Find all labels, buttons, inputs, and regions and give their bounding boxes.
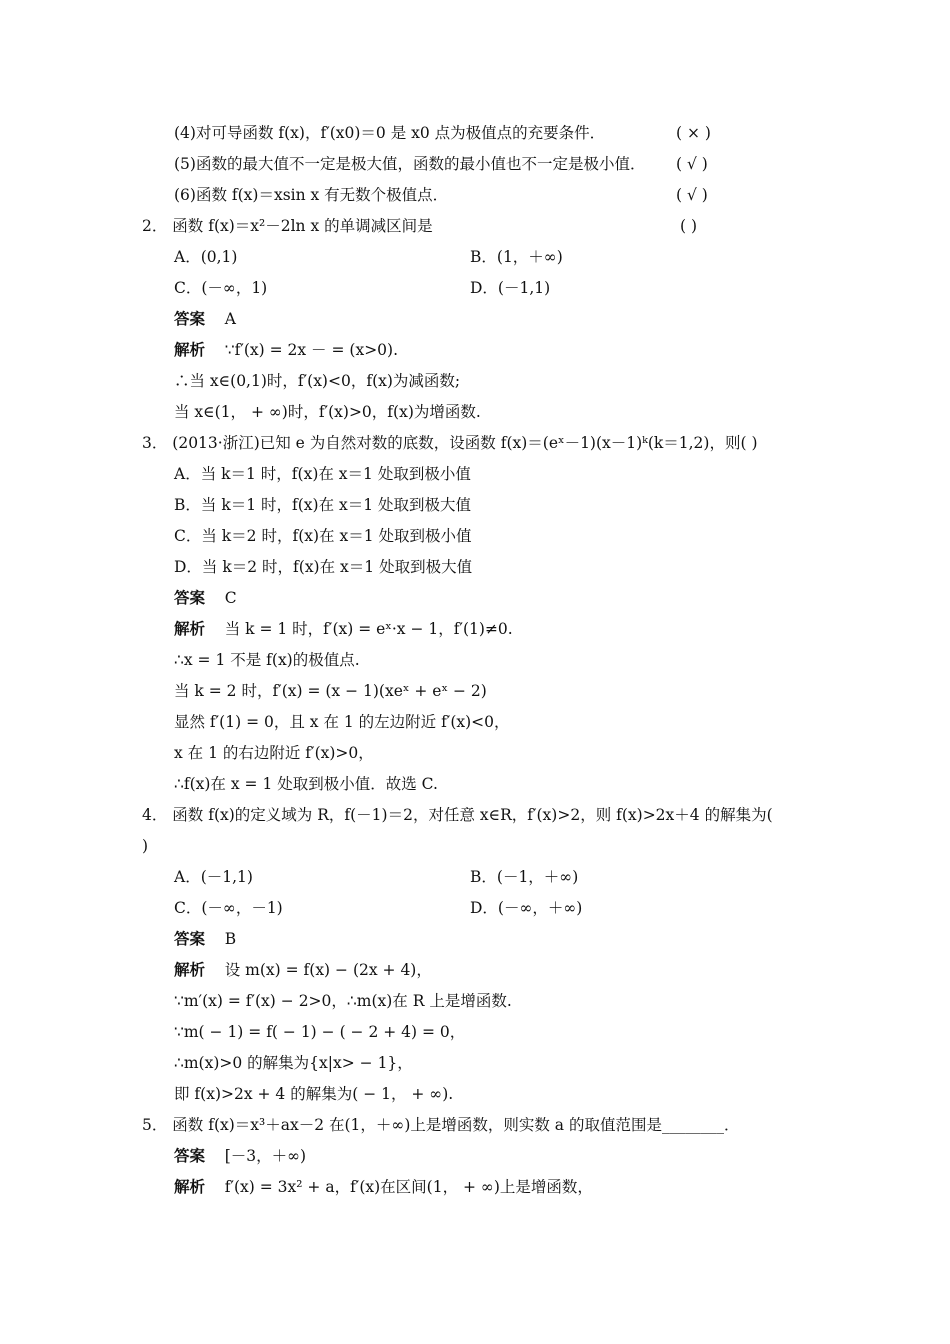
question-4-stem-continued: ) (142, 837, 149, 855)
question-3-stem: 3． (2013·浙江)已知 e 为自然对数的底数，设函数 f(x)＝(eˣ－1)(x－1)ᵏ(k＝1,2)，则( ) (142, 434, 758, 452)
question-2-analysis (174, 340, 398, 360)
analysis-line: 当 k = 2 时，f′(x) = (x − 1)(xeˣ + eˣ − 2) (174, 682, 487, 700)
question-2-answer-blank: ( ) (680, 217, 698, 235)
analysis-line: ∵m′(x) = f′(x) − 2>0，∴m(x)在 R 上是增函数. (174, 992, 512, 1010)
question-3-answer (174, 588, 237, 608)
analysis-label: 解析 (174, 961, 206, 979)
question-4-answer (174, 929, 236, 949)
analysis-line: 即 f(x)>2x + 4 的解集为( − 1， + ∞). (174, 1085, 454, 1103)
judgement-mark-6: ( √ ) (676, 186, 708, 204)
question-4-option-a: A．(－1,1) (174, 868, 253, 886)
analysis-text: 当 k = 1 时，f′(x) = eˣ·x − 1，f′(1)≠0. (224, 620, 513, 638)
question-5-stem: 5． 函数 f(x)＝x³＋ax－2 在(1，＋∞)上是增函数，则实数 a 的取值范围是________． (142, 1116, 740, 1134)
question-5-analysis (174, 1177, 593, 1197)
question-4-option-b: B．(－1，＋∞) (470, 868, 579, 886)
answer-label: 答案 (174, 930, 206, 948)
analysis-line: ∴x = 1 不是 f(x)的极值点. (174, 651, 360, 669)
question-4-analysis (174, 960, 432, 980)
answer-value: A (224, 310, 236, 328)
answer-value: C (224, 589, 237, 607)
question-3-option-a: A．当 k＝1 时，f(x)在 x＝1 处取到极小值 (174, 465, 471, 483)
analysis-text: 设 m(x) = f(x) − (2x + 4)， (224, 961, 432, 979)
analysis-line: ∴m(x)>0 的解集为{x|x> − 1}， (174, 1054, 413, 1072)
answer-label: 答案 (174, 310, 206, 328)
analysis-line: ∵m( − 1) = f( − 1) − ( − 2 + 4) = 0， (174, 1023, 466, 1041)
analysis-line: ∴当 x∈(0,1)时，f′(x)<0，f(x)为减函数; (174, 372, 461, 390)
question-2-option-d: D．(－1,1) (470, 279, 551, 297)
analysis-label: 解析 (174, 1178, 206, 1196)
statement-5: (5)函数的最大值不一定是极大值，函数的最小值也不一定是极小值． (174, 155, 646, 173)
question-3-option-c: C．当 k＝2 时，f(x)在 x＝1 处取到极小值 (174, 527, 472, 545)
analysis-line: x 在 1 的右边附近 f′(x)>0， (174, 744, 374, 762)
analysis-line: ∴f(x)在 x = 1 处取到极小值．故选 C. (174, 775, 438, 793)
answer-value: [－3，＋∞) (224, 1147, 307, 1165)
answer-value: B (224, 930, 237, 948)
question-3-analysis (174, 619, 513, 639)
analysis-label: 解析 (174, 341, 206, 359)
question-4-option-d: D．(－∞，＋∞) (470, 899, 583, 917)
analysis-line: 当 x∈(1， + ∞)时，f′(x)>0，f(x)为增函数. (174, 403, 481, 421)
question-3-option-d: D．当 k＝2 时，f(x)在 x＝1 处取到极大值 (174, 558, 473, 576)
statement-6: (6)函数 f(x)＝xsin x 有无数个极值点． (174, 186, 449, 204)
analysis-label: 解析 (174, 620, 206, 638)
answer-label: 答案 (174, 589, 206, 607)
question-2-stem: 2． 函数 f(x)＝x²－2ln x 的单调减区间是 (142, 217, 433, 235)
question-5-answer (174, 1146, 306, 1166)
statement-4: (4)对可导函数 f(x)，f′(x0)＝0 是 x0 点为极值点的充要条件． (174, 124, 606, 142)
analysis-text: f′(x) = 3x² + a，f′(x)在区间(1， + ∞)上是增函数， (224, 1178, 593, 1196)
analysis-line: 显然 f′(1) = 0，且 x 在 1 的左边附近 f′(x)<0， (174, 713, 510, 731)
question-2-option-a: A．(0,1) (174, 248, 238, 266)
analysis-text: ∵f′(x) = 2x － = (x>0). (224, 341, 399, 359)
judgement-mark-4: ( × ) (676, 124, 711, 142)
question-4-option-c: C．(－∞，－1) (174, 899, 283, 917)
question-2-answer (174, 309, 236, 329)
judgement-mark-5: ( √ ) (676, 155, 708, 173)
question-3-option-b: B．当 k＝1 时，f(x)在 x＝1 处取到极大值 (174, 496, 472, 514)
question-4-stem: 4． 函数 f(x)的定义域为 R，f(－1)＝2，对任意 x∈R，f′(x)>2，则 f(x)>2x＋4 的解集为( (142, 806, 773, 824)
answer-label: 答案 (174, 1147, 206, 1165)
question-2-option-c: C．(－∞，1) (174, 279, 268, 297)
question-2-option-b: B．(1，＋∞) (470, 248, 563, 266)
